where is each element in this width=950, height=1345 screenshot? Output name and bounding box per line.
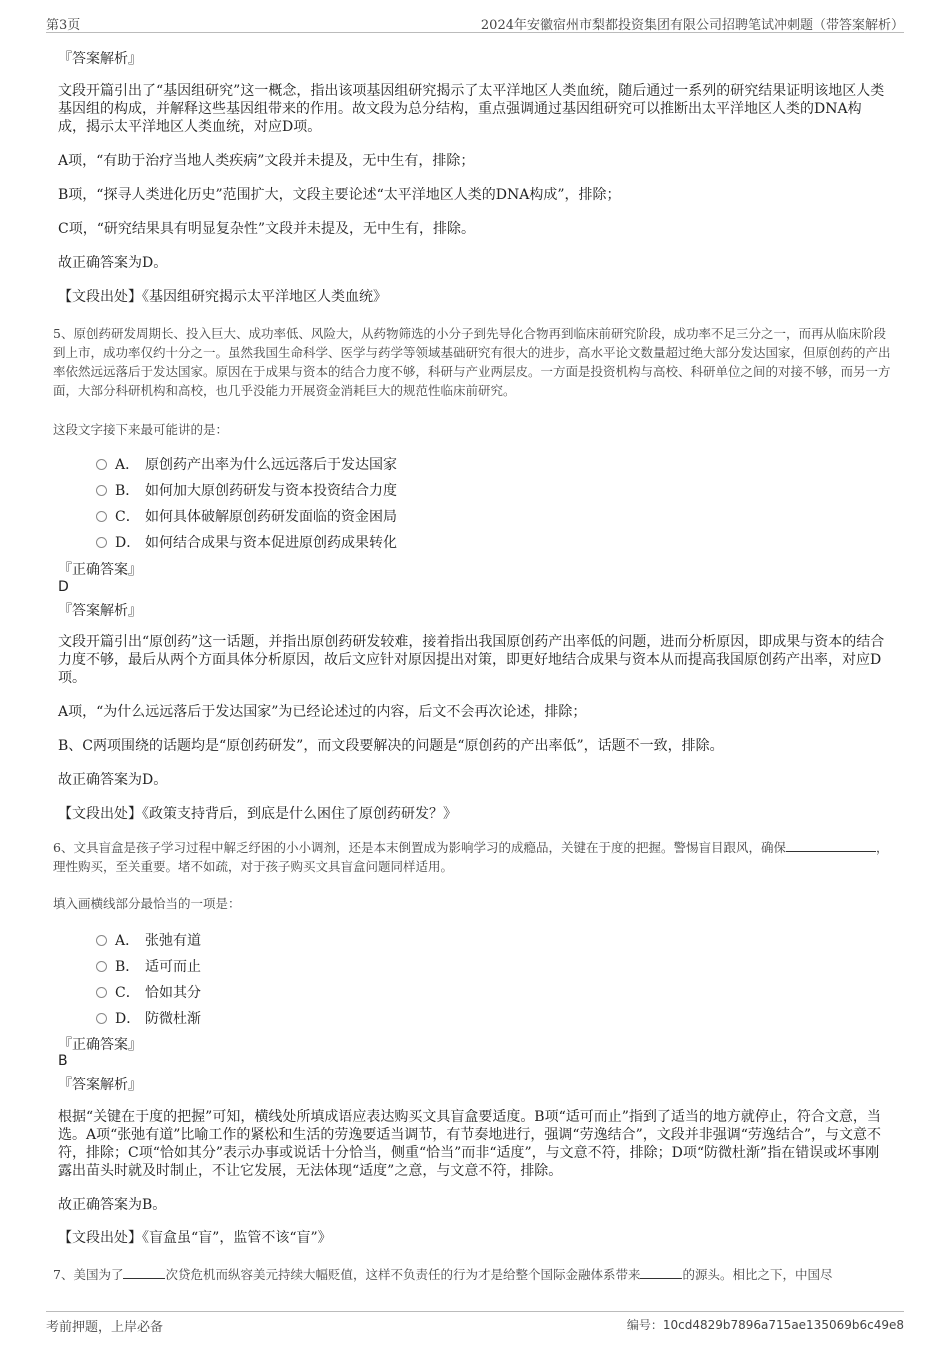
analysis-paragraph: A项，“有助于治疗当地人类疾病”文段并未提及，无中生有，排除； [58,153,475,169]
answer-statement: 故正确答案为B。 [58,1197,167,1213]
radio-icon[interactable] [96,537,107,548]
page-header [46,12,904,33]
answer-statement: 故正确答案为D。 [58,255,168,271]
option-d[interactable]: D． 防微杜渐 [96,1008,201,1028]
correct-answer-label: 『正确答案』 [58,562,142,578]
footer-slogan: 考前押题，上岸必备 [46,1320,164,1335]
page-footer [46,1311,904,1336]
radio-icon[interactable] [96,961,107,972]
analysis-label: 『答案解析』 [58,1077,142,1093]
radio-icon[interactable] [96,485,107,496]
page-number: 第3页 [46,18,81,33]
question-text: 6、文具盲盒是孩子学习过程中解乏纾困的小小调剂，还是本末倒置成为影响学习的成瘾品，关键在于度的把握。警惕盲目跟风，确保 ，理性购买，至关重要。堵不如疏，对于孩子购买文具盲盒问题同样适用。 [53,840,889,874]
analysis-paragraph: 根据“关键在于度的把握”可知，横线处所填成语应表达购买文具盲盒要适度。B项“适可而止”指到了适当的地方就停止，符合文意，当选。A项“张弛有道”比喻工作的紧松和生活的劳逸要适当调节，有节奏地进行，强调“劳逸结合”，文段并非强调“劳逸结合”，与文意不符，排除；C项“恰如其分”表示办事或说话十分恰当，侧重“恰当”而非“适度”，与文意不符，排除；D项“防微杜渐”指在错误或坏事刚露出苗头时就及时制止，不让它发展，无法体现“适度”之意，与文意不符，排除。 [58,1109,882,1179]
document-title: 2024年安徽宿州市梨都投资集团有限公司招聘笔试冲刺题（带答案解析） [480,18,904,33]
analysis-paragraph: C项，“研究结果具有明显复杂性”文段并未提及，无中生有，排除。 [58,221,476,237]
question-prompt: 这段文字接下来最可能讲的是： [53,422,229,437]
analysis-paragraph: B项，“探寻人类进化历史”范围扩大，文段主要论述“太平洋地区人类的DNA构成”，排除； [58,187,621,203]
option-a[interactable]: A． 张弛有道 [96,930,201,950]
analysis-label: 『答案解析』 [58,603,142,619]
analysis-paragraph: A项，“为什么远远落后于发达国家”为已经论述过的内容，后文不会再次论述，排除； [58,704,587,720]
radio-icon[interactable] [96,1013,107,1024]
fill-blank [786,839,876,852]
correct-answer: B [58,1053,68,1069]
option-c[interactable]: C． 恰如其分 [96,982,201,1002]
option-a[interactable]: A． 原创药产出率为什么远远落后于发达国家 [96,454,397,474]
fill-blank [123,1266,165,1279]
analysis-paragraph: B、C两项围绕的话题均是“原创药研发”，而文段要解决的问题是“原创药的产出率低”，话题不一致，排除。 [58,738,724,754]
option-b[interactable]: B． 如何加大原创药研发与资本投资结合力度 [96,480,397,500]
question-text: 5、原创药研发周期长、投入巨大、成功率低、风险大，从药物筛选的小分子到先导化合物再到临床前研究阶段，成功率不足三分之一，而再从临床阶段到上市，成功率仅约十分之一。虽然我国生命科学、医学与药学等领域基础研究有很大的进步，高水平论文数量超过绝大部分发达国家，但原创药的产出率依然远远落后于发达国家。原因在于成果与资本的结合力度不够，科研与产业两层皮。一方面是投资机构与高校、科研单位之间的对接不够，而另一方面，大部分科研机构和高校，也几乎没能力开展资金消耗巨大的规范性临床前研究。 [53,326,891,398]
document-id: 编号：10cd4829b7896a715ae135069b6c49e8 [626,1318,904,1332]
source-citation: 【文段出处】《政策支持背后，到底是什么困住了原创药研发？》 [58,806,457,822]
analysis-paragraph: 文段开篇引出“原创药”这一话题，并指出原创药研发较难，接着指出我国原创药产出率低的问题，进而分析原因，即成果与资本的结合力度不够，最后从两个方面具体分析原因，故后文应针对原因提出对策，即更好地结合成果与资本从而提高我国原创药产出率，对应D项。 [58,634,885,686]
radio-icon[interactable] [96,459,107,470]
option-b[interactable]: B． 适可而止 [96,956,201,976]
analysis-paragraph: 文段开篇引出了“基因组研究”这一概念，指出该项基因组研究揭示了太平洋地区人类血统，随后通过一系列的研究结果证明该地区人类基因组的构成，并解释这些基因组带来的作用。故文段为总分结构，重点强调通过基因组研究可以推断出太平洋地区人类的DNA构成，揭示太平洋地区人类血统，对应D项。 [58,83,885,135]
option-c[interactable]: C． 如何具体破解原创药研发面临的资金困局 [96,506,397,526]
source-citation: 【文段出处】《盲盒虽“盲”，监管不该“盲”》 [58,1230,332,1246]
option-d[interactable]: D． 如何结合成果与资本促进原创药成果转化 [96,532,397,552]
answer-statement: 故正确答案为D。 [58,772,168,788]
radio-icon[interactable] [96,511,107,522]
radio-icon[interactable] [96,987,107,998]
source-citation: 【文段出处】《基因组研究揭示太平洋地区人类血统》 [58,289,387,305]
question-text: 7、美国为了 次贷危机而纵容美元持续大幅贬值，这样不负责任的行为才是给整个国际金融体系带来 的源头。相比之下，中国尽 [53,1267,833,1282]
question-prompt: 填入画横线部分最恰当的一项是： [53,896,241,911]
analysis-label: 『答案解析』 [58,51,142,67]
correct-answer-label: 『正确答案』 [58,1037,142,1053]
fill-blank [640,1266,682,1279]
correct-answer: D [58,579,69,595]
radio-icon[interactable] [96,935,107,946]
